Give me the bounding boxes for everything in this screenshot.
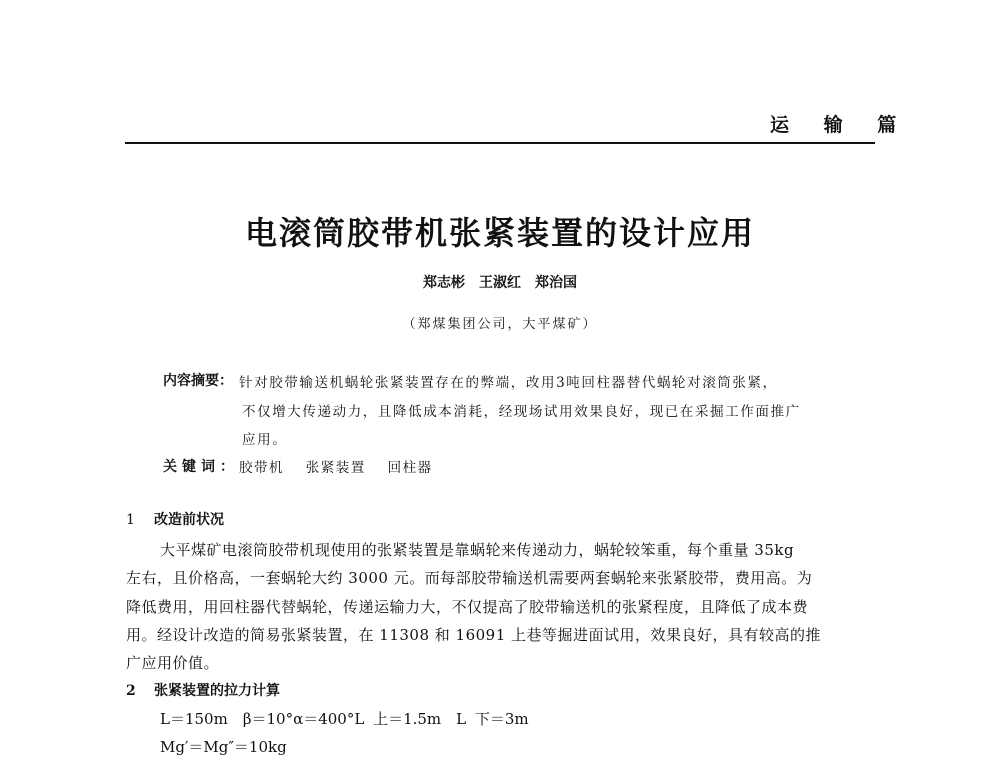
body-line: 左右，且价格高，一套蜗轮大约 3000 元。而每部胶带输送机需要两套蜗轮来张紧胶带，费用高。为 [126,569,813,587]
keywords-label: 关键词： [163,459,239,475]
formula-line: L＝150m β＝10°α＝400°L 上＝1.5m L 下＝3m [160,710,529,728]
section-tag: 运 输 篇 [770,114,911,136]
body-line: 降低费用，用回柱器代替蜗轮，传递运输力大，不仅提高了胶带输送机的张紧程度，且降低了成本费 [126,598,809,616]
affiliation: （郑煤集团公司，大平煤矿） [402,317,598,332]
body-line: 大平煤矿电滚筒胶带机现使用的张紧装置是靠蜗轮来传递动力，蜗轮较笨重，每个重量 35kg [160,541,795,559]
section-title: 改造前状况 [154,512,224,528]
section-number: 2 [126,683,136,699]
section-heading-2 [126,680,280,700]
section-heading-1 [126,509,224,529]
abstract-line: 针对胶带输送机蜗轮张紧装置存在的弊端，改用3吨回柱器替代蜗轮对滚筒张紧， [239,375,778,391]
body-line: 广应用价值。 [126,654,220,672]
formula-line: Mg′＝Mg″＝10kg [160,738,287,756]
abstract-line: 应用。 [242,432,288,448]
abstract-line: 不仅增大传递动力，且降低成本消耗，经现场试用效果良好，现已在采掘工作面推广 [242,404,801,420]
section-title: 张紧装置的拉力计算 [154,683,280,699]
section-number: 1 [126,512,135,528]
authors: 郑志彬 王淑红 郑治国 [423,275,577,291]
header-rule [125,142,875,144]
cropped-text-line [160,756,580,760]
body-line: 用。经设计改造的简易张紧装置，在 11308 和 16091 上巷等掘进面试用，效果良好，具有较高的推 [126,626,822,644]
keywords-text: 胶带机 张紧装置 回柱器 [239,460,433,476]
article-title: 电滚筒胶带机张紧装置的设计应用 [244,214,755,252]
abstract-label: 内容摘要： [163,373,233,389]
